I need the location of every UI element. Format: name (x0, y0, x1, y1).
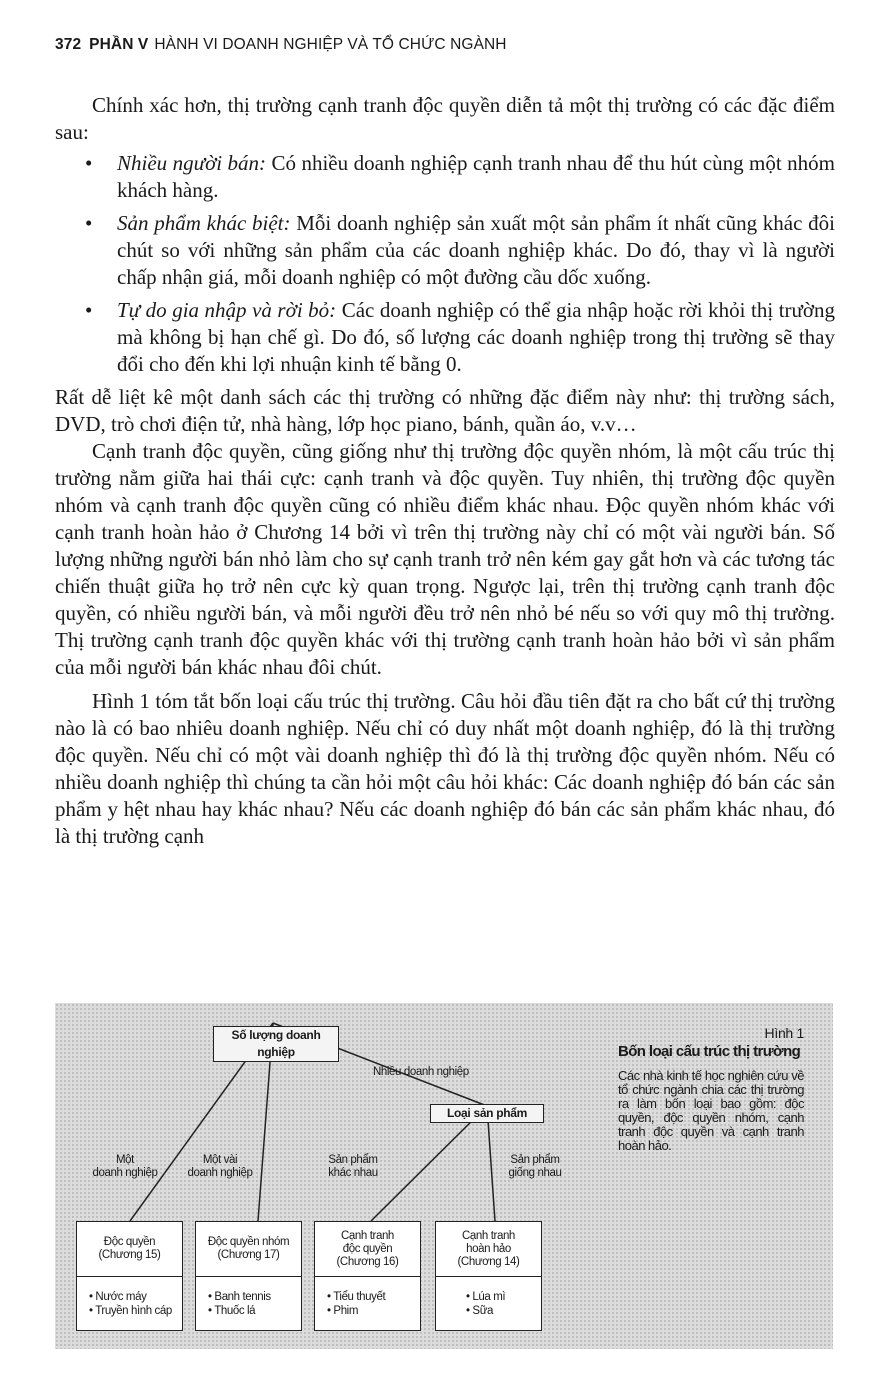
figure-title: Bốn loại cấu trúc thị trường (618, 1043, 801, 1060)
characteristics-list (55, 150, 835, 378)
root-node: Số lượng doanh nghiệp (213, 1026, 339, 1062)
list-item (55, 297, 835, 378)
product-type-node: Loại sản phẩm (430, 1104, 544, 1123)
intro-paragraph: Chính xác hơn, thị trường cạnh tranh độc quyền diễn tả một thị trường có các đặc điểm sau: (55, 93, 835, 144)
term-text: Các doanh nghiệp có thể gia nhập hoặc rời khỏi thị trường mà không bị hạn chế gì. Do đó, số lượng các doanh nghiệp trong thị trường sẽ thay đổi cho đến khi lợi nhuận kinh tế bằng 0. (117, 298, 836, 376)
many-firms-label: Nhiều doanh nghiệp (373, 1066, 469, 1078)
paragraph: Hình 1 tóm tắt bốn loại cấu trúc thị trường. Câu hỏi đầu tiên đặt ra cho bất cứ thị trường nào là có bao nhiêu doanh nghiệp. Nếu chỉ có duy nhất một doanh nghiệp, đó là thị trường độc quyền. Nếu chỉ có một vài doanh nghiệp thì đó là thị trường độc quyền nhóm. Nếu có nhiều doanh nghiệp thì chúng ta cần hỏi một câu hỏi khác: Các doanh nghiệp đó bán các sản phẩm y hệt nhau hay khác nhau? Nếu các doanh nghiệp đó bán các sản phẩm khác nhau, đó là thị trường cạnh (55, 689, 835, 848)
figure-description: Các nhà kinh tế học nghiên cứu về tổ chức ngành chia các thị trường ra làm bốn loại bao gồm: độc quyền, độc quyền nhóm, cạnh tranh độc quyền và cạnh tranh hoàn hảo. (618, 1068, 804, 1153)
term: Nhiều người bán: (117, 151, 267, 175)
bullet-icon: • (85, 211, 93, 235)
figure-1 (55, 1003, 833, 1349)
part-label: PHẦN V (89, 36, 149, 53)
branch-label-identical: Sản phẩm giống nhau (508, 1154, 562, 1179)
body-text (55, 92, 835, 850)
bullet-icon: • (85, 151, 93, 175)
market-box-perfect-competition: Cạnh tranh hoàn hảo (Chương 14) • Lúa mì • Sữa (435, 1221, 542, 1331)
list-item (55, 150, 835, 204)
figure-caption (618, 1025, 804, 1153)
market-box-monopoly: Độc quyền (Chương 15) • Nước máy • Truyền hình cáp (76, 1221, 183, 1331)
bullet-icon: • (85, 298, 93, 322)
list-item (55, 210, 835, 291)
paragraph: Cạnh tranh độc quyền, cũng giống như thị trường độc quyền nhóm, là một cấu trúc thị trường nằm giữa hai thái cực: cạnh tranh và độc quyền. Tuy nhiên, thị trường độc quyền nhóm và cạnh tranh độc quyền cũng có nhiều điểm khác nhau. Độc quyền nhóm khác với cạnh tranh hoàn hảo ở Chương 14 bởi vì trên thị trường này chỉ có một vài người bán. Số lượng những người bán nhỏ làm cho sự cạnh tranh trở nên kém gay gắt hơn và các tương tác chiến thuật giữa họ trở nên cực kỳ quan trọng. Ngược lại, trên thị trường cạnh tranh độc quyền, có nhiều người bán, và mỗi người đều trở nên nhỏ bé nếu so với quy mô thị trường. Thị trường cạnh tranh độc quyền khác với thị trường cạnh tranh hoàn hảo bởi vì sản phẩm của mỗi người bán khác nhau đôi chút. (55, 439, 835, 679)
term: Tự do gia nhập và rời bỏ: (117, 298, 337, 322)
figure-number: Hình 1 (764, 1025, 804, 1041)
term-text: Mỗi doanh nghiệp sản xuất một sản phẩm ít nhất cũng khác đôi chút so với những sản phẩm của các doanh nghiệp khác. Do đó, thay vì là người chấp nhận giá, mỗi doanh nghiệp có một đường cầu dốc xuống. (117, 211, 835, 289)
market-box-monopolistic-competition: Cạnh tranh độc quyền (Chương 16) • Tiểu thuyết • Phim (314, 1221, 421, 1331)
branch-line-identical (487, 1106, 495, 1221)
branch-label-one-firm: Một doanh nghiệp (92, 1154, 158, 1179)
term: Sản phẩm khác biệt: (117, 211, 291, 235)
market-box-oligopoly: Độc quyền nhóm (Chương 17) • Banh tennis • Thuốc lá (195, 1221, 302, 1331)
branch-label-differentiated: Sản phẩm khác nhau (328, 1154, 378, 1179)
branch-label-few-firms: Một vài doanh nghiệp (187, 1154, 253, 1179)
running-header (55, 36, 507, 54)
term-text: Có nhiều doanh nghiệp cạnh tranh nhau để thu hút cùng một nhóm khách hàng. (117, 151, 835, 202)
paragraph: Rất dễ liệt kê một danh sách các thị trường có những đặc điểm này như: thị trường sách, DVD, trò chơi điện tử, nhà hàng, lớp học piano, bánh, quần áo, v.v… (55, 385, 835, 436)
page-number: 372 (55, 36, 82, 53)
part-title: HÀNH VI DOANH NGHIỆP VÀ TỔ CHỨC NGÀNH (154, 36, 507, 53)
